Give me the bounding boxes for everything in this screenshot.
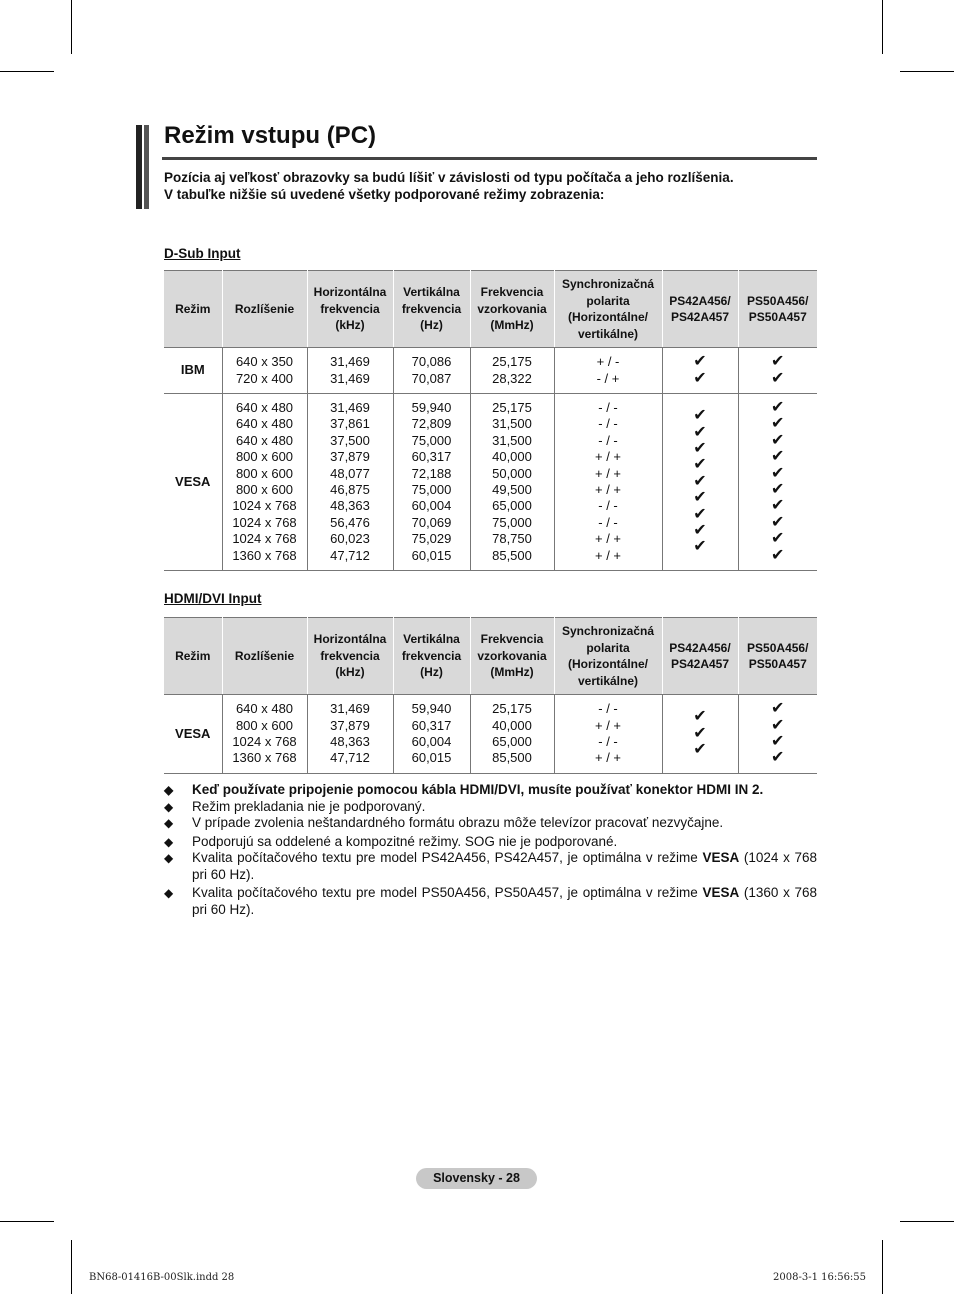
cell-value: + / + [594,531,622,547]
cell-value: + / + [594,482,622,497]
cell-value: 60,015 [411,750,452,766]
cell-value: 50,000 [492,465,532,481]
cell-value: 75,000 [411,432,452,448]
cell-value: 65,000 [492,734,532,749]
print-slug-file: BN68-01416B-00Slk.indd 28 [89,1272,235,1283]
cell-pixel-clock [470,394,554,571]
cell-value: 59,940 [411,399,452,415]
cell-value: 59,940 [411,701,452,717]
checkmark-icon: ✔ [771,448,785,466]
checkmark-icon: ✔ [771,464,785,482]
cell-value: - / - [598,498,618,514]
cell-value: + / + [594,465,622,481]
crop-mark [882,1240,883,1294]
cell-value: 640 x 480 [235,399,294,415]
crop-mark [71,0,72,54]
crop-mark [71,1240,72,1294]
cell-value: 47,712 [330,750,370,766]
mode-group-row [164,394,817,571]
note-item: ◆ Kvalita počítačového textu pre model PS42A456, PS42A457, je optimálna v režime VESA (1024 x 768 pri 60 Hz). [164,850,817,882]
diamond-bullet-icon: ◆ [164,851,174,865]
checkmark-icon: ✔ [693,538,707,556]
cell-value: + / - [596,354,620,370]
diamond-bullet-icon: ◆ [164,799,174,814]
print-slug-date: 2008-3-1 16:56:55 [773,1272,867,1283]
header-model-50: PS50A456/ PS50A457 [738,271,817,348]
crop-mark [0,71,54,72]
cell-value: 46,875 [330,482,370,497]
cell-resolutions [222,394,307,571]
cell-value: 1024 x 768 [232,514,297,530]
diamond-bullet-icon: ◆ [164,834,174,849]
cell-hfreq [307,394,393,571]
cell-value: 70,087 [411,370,452,386]
cell-value: 640 x 350 [235,354,294,370]
table-header-row [164,271,817,348]
cell-value: 85,500 [492,750,532,766]
cell-value: 37,861 [330,416,370,432]
dsub-section-label: D-Sub Input [164,246,241,261]
cell-value: 1024 x 768 [232,734,297,749]
cell-value: 31,469 [330,354,370,370]
cell-vfreq [393,695,470,774]
hdmi-mode-table [164,617,817,774]
cell-value: + / + [594,717,622,733]
cell-value: 31,469 [330,399,370,415]
header-sync-polarity: Synchronizačná polarita (Horizontálne/ vertikálne) [554,618,662,695]
header-mode: Režim [164,618,222,695]
checkmark-icon: ✔ [693,522,707,540]
cell-value: 47,712 [330,547,370,563]
header-resolution: Rozlíšenie [222,271,307,348]
header-sync-polarity: Synchronizačná polarita (Horizontálne/ vertikálne) [554,271,662,348]
checkmark-icon: ✔ [771,733,785,750]
cell-value: + / + [594,449,622,465]
cell-mode: VESA [164,695,222,774]
header-vfreq: Vertikálna frekvencia (Hz) [393,618,470,695]
note-item: ◆ Kvalita počítačového textu pre model PS50A456, PS50A457, je optimálna v režime VESA (1360 x 768 pri 60 Hz). [164,885,817,917]
cell-value: 60,317 [411,717,452,733]
crop-mark [882,0,883,54]
cell-mode: IBM [164,348,222,394]
diamond-bullet-icon: ◆ [164,783,174,797]
crop-mark [0,1221,54,1222]
cell-value: 25,175 [492,354,532,370]
cell-model-50-support [738,394,817,571]
checkmark-icon: ✔ [693,407,707,425]
cell-value: 720 x 400 [235,370,294,386]
checkmark-icon: ✔ [693,423,707,441]
intro-text [164,169,734,203]
cell-value: + / + [594,750,622,766]
header-hfreq: Horizontálna frekvencia (kHz) [307,618,393,695]
cell-model-42-support [662,695,738,774]
checkmark-icon: ✔ [693,456,707,474]
cell-value: 48,077 [330,465,370,481]
checkmark-icon: ✔ [771,481,785,498]
cell-value: 640 x 480 [235,416,294,432]
checkmark-icon: ✔ [693,472,707,490]
crop-mark [900,1221,954,1222]
cell-hfreq [307,348,393,394]
cell-value: 72,809 [411,416,452,432]
checkmark-icon: ✔ [771,700,785,718]
header-pixel-clock: Frekvencia vzorkovania (MmHz) [470,618,554,695]
cell-value: 60,015 [411,547,452,563]
diamond-bullet-icon: ◆ [164,886,174,900]
cell-value: 37,500 [330,432,370,448]
note-item: ◆ Podporujú sa oddelené a kompozitné režimy. SOG nie je podporované. [164,833,618,849]
checkmark-icon: ✔ [771,546,785,564]
cell-value: 1360 x 768 [232,750,297,766]
cell-value: - / - [598,701,618,717]
checkmark-icon: ✔ [693,439,707,457]
cell-model-42-support [662,348,738,394]
cell-sync-polarity [554,695,662,774]
cell-value: 40,000 [492,449,532,465]
hdmi-section-label: HDMI/DVI Input [164,591,262,606]
checkmark-icon: ✔ [693,505,707,523]
cell-value: 75,000 [492,514,532,530]
header-resolution: Rozlíšenie [222,618,307,695]
cell-value: 31,500 [492,416,532,432]
checkmark-icon: ✔ [771,749,785,767]
checkmark-icon: ✔ [693,369,707,387]
note-item: ◆ V prípade zvolenia neštandardného formátu obrazu môže televízor pracovať nezvyčajne. [164,815,724,830]
cell-value: 31,469 [330,370,370,386]
cell-vfreq [393,348,470,394]
checkmark-icon: ✔ [693,724,707,742]
checkmark-icon: ✔ [771,353,785,371]
intro-line: V tabuľke nižšie sú uvedené všetky podporované režimy zobrazenia: [164,187,605,202]
checkmark-icon: ✔ [693,353,707,371]
dsub-mode-table [164,270,817,571]
intro-line: Pozícia aj veľkosť obrazovky sa budú líšiť v závislosti od typu počítača a jeho rozlíšenia. [164,170,734,185]
header-vfreq: Vertikálna frekvencia (Hz) [393,271,470,348]
checkmark-icon: ✔ [771,513,785,531]
cell-value: 1360 x 768 [232,547,297,563]
note-item: ◆ Keď používate pripojenie pomocou kábla HDMI/DVI, musíte používať konektor HDMI IN 2. [164,782,764,797]
cell-value: 25,175 [492,399,532,415]
cell-value: 49,500 [492,482,532,497]
cell-value: 70,069 [411,514,452,530]
header-pixel-clock: Frekvencia vzorkovania (MmHz) [470,271,554,348]
cell-value: - / - [598,432,618,448]
cell-sync-polarity [554,394,662,571]
crop-mark [900,71,954,72]
cell-value: 28,322 [492,370,532,386]
page-number-badge: Slovensky - 28 [416,1168,537,1189]
cell-value: 48,363 [330,498,370,514]
cell-value: 37,879 [330,449,370,465]
cell-value: 1024 x 768 [232,531,297,547]
cell-pixel-clock [470,695,554,774]
cell-value: 800 x 600 [235,465,294,481]
cell-value: - / - [598,416,618,432]
cell-value: 31,500 [492,432,532,448]
cell-value: 75,029 [411,531,452,547]
cell-value: 65,000 [492,498,532,514]
cell-value: 75,000 [411,482,452,497]
title-accent-bar [136,125,152,209]
cell-hfreq [307,695,393,774]
cell-value: 60,317 [411,449,452,465]
cell-value: 60,004 [411,498,452,514]
cell-value: 800 x 600 [235,717,294,733]
cell-value: 25,175 [492,701,532,717]
cell-value: 56,476 [330,514,370,530]
checkmark-icon: ✔ [771,497,785,515]
cell-value: 78,750 [492,531,532,547]
header-mode: Režim [164,271,222,348]
checkmark-icon: ✔ [693,741,707,759]
checkmark-icon: ✔ [771,415,785,433]
cell-resolutions [222,695,307,774]
cell-model-42-support [662,394,738,571]
cell-resolutions [222,348,307,394]
cell-value: 60,004 [411,734,452,749]
header-model-42: PS42A456/ PS42A457 [662,271,738,348]
notes-list [164,782,817,918]
cell-value: - / - [598,399,618,415]
table-header-row [164,618,817,695]
diamond-bullet-icon: ◆ [164,816,174,830]
checkmark-icon: ✔ [771,369,785,387]
cell-value: 85,500 [492,547,532,563]
cell-value: + / + [594,547,622,563]
cell-value: 48,363 [330,734,370,749]
cell-value: 72,188 [411,465,452,481]
cell-value: 31,469 [330,701,370,717]
page-title: Režim vstupu (PC) [164,122,377,149]
checkmark-icon: ✔ [693,489,707,507]
mode-group-row [164,348,817,394]
cell-model-50-support [738,348,817,394]
title-divider [162,157,817,160]
cell-value: 640 x 480 [235,701,294,717]
cell-value: - / - [598,734,618,749]
checkmark-icon: ✔ [771,716,785,734]
cell-value: 70,086 [411,354,452,370]
header-model-42: PS42A456/ PS42A457 [662,618,738,695]
mode-group-row [164,695,817,774]
header-model-50: PS50A456/ PS50A457 [738,618,817,695]
checkmark-icon: ✔ [693,708,707,726]
header-hfreq: Horizontálna frekvencia (kHz) [307,271,393,348]
cell-pixel-clock [470,348,554,394]
cell-sync-polarity [554,348,662,394]
cell-value: 40,000 [492,717,532,733]
cell-value: 60,023 [330,531,370,547]
cell-value: 1024 x 768 [232,498,297,514]
cell-vfreq [393,394,470,571]
checkmark-icon: ✔ [771,398,785,416]
cell-value: 37,879 [330,717,370,733]
cell-value: - / + [596,370,620,386]
checkmark-icon: ✔ [771,530,785,548]
cell-model-50-support [738,695,817,774]
cell-mode: VESA [164,394,222,571]
note-item: ◆ Režim prekladania nie je podporovaný. [164,798,426,814]
cell-value: - / - [598,514,618,530]
cell-value: 800 x 600 [235,449,294,465]
cell-value: 640 x 480 [235,432,294,448]
checkmark-icon: ✔ [771,431,785,449]
cell-value: 800 x 600 [235,482,294,497]
